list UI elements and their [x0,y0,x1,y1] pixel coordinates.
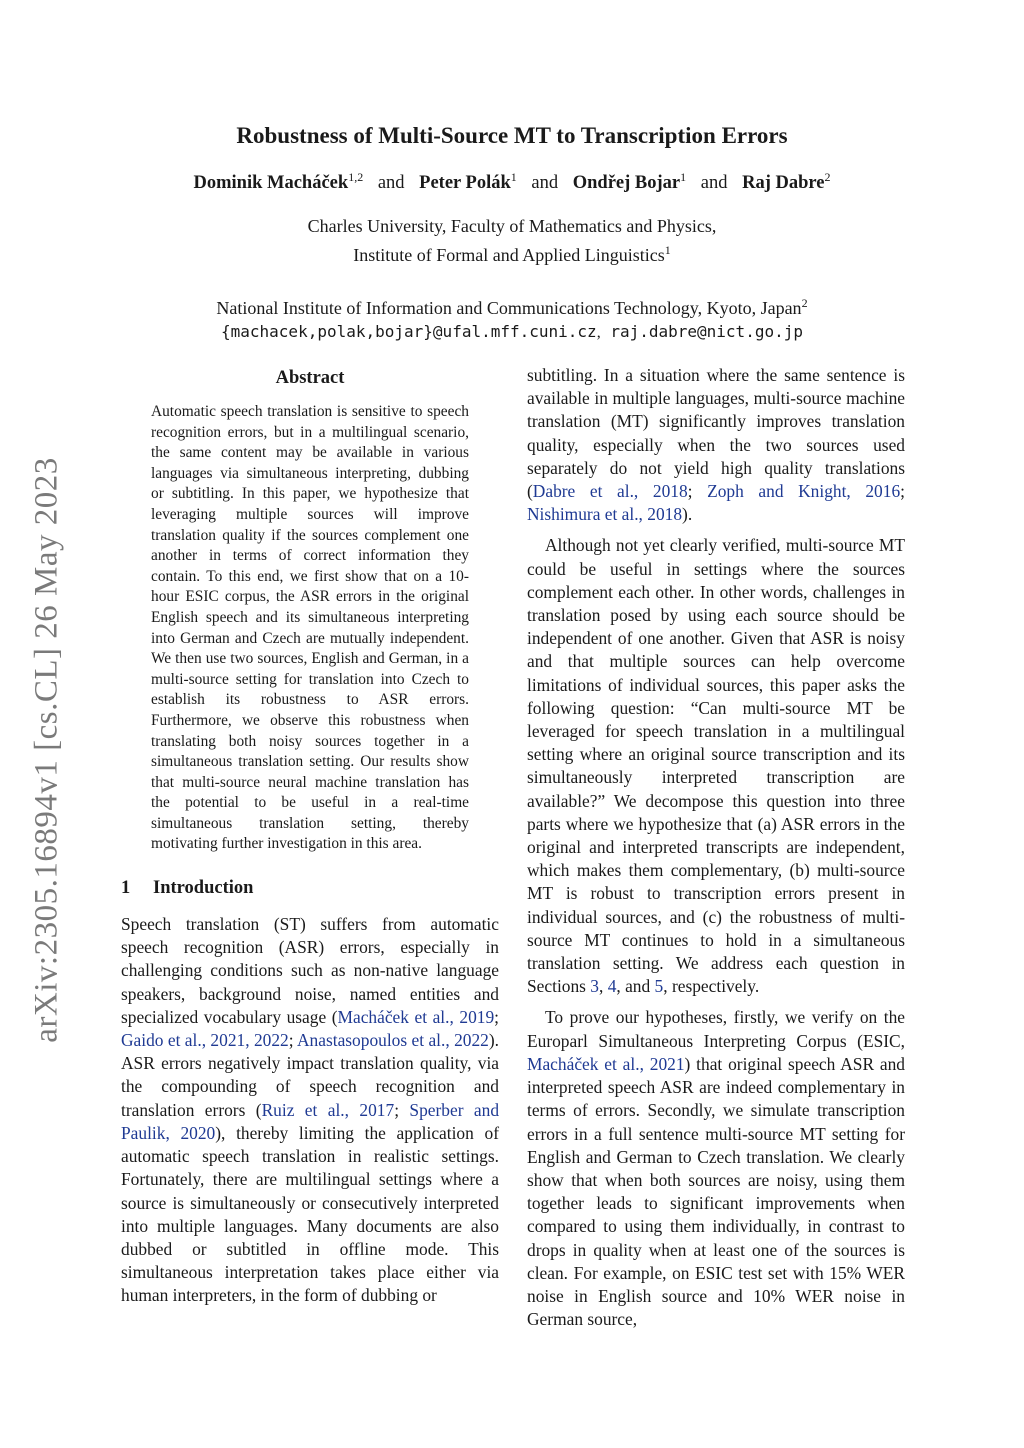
paragraph: Speech translation (ST) suffers from automatic speech recognition (ASR) errors, especially in challenging conditions such as non-native language speakers, background noise, named entities and specialized vocabulary usage (Macháček et al., 2019; Gaido et al., 2021, 2022; Anastasopoulos et al., 2022). ASR errors negatively impact translation quality, via the compounding of speech recognition and translation errors (Ruiz et al., 2017; Sperber and Paulik, 2020), thereby limiting the application of automatic speech translation in realistic settings. Fortunately, there are multilingual settings where a source is simultaneously or consecutively interpreted into multiple languages. Many documents are also dubbed or subtitled in offline mode. This simultaneous interpretation takes place either via human interpreters, in the form of dubbing or [121,914,500,1306]
author-separator: and [377,173,405,194]
author-name: Peter Polák [419,173,511,194]
citation-link[interactable]: Anastasopoulos et al., 2022 [297,1030,489,1051]
paper-title: Robustness of Multi-Source MT to Transcription Errors [236,123,788,148]
affiliation-line: Institute of Formal and Applied Linguistics$^1$ [353,243,671,266]
section-heading-introduction [121,875,499,901]
arxiv-identifier: arXiv:2305.16894v1 [cs.CL] 26 May 2023 [28,457,65,1043]
email-link[interactable]: raj.dabre@nict.go.jp [610,322,803,342]
citation-link[interactable]: Sperber and Paulik, 2020 [121,1099,500,1143]
affiliation-line: Charles University, Faculty of Mathematics and Physics, [307,216,717,237]
citation-link[interactable]: Gaido et al., 2021, 2022 [121,1030,289,1051]
arxiv-sidebar [22,440,72,1060]
author-separator: and [700,173,728,194]
citation-link[interactable]: Ruiz et al., 2017 [261,1099,395,1120]
email-addresses: {machacek,polak,bojar}@ufal.mff.cuni.cz, raj.dabre@nict.go.jp [221,322,803,342]
author-affiliation-mark: 1,2 [348,170,364,184]
abstract-text: Automatic speech translation is sensitive to speech recognition errors, but in a multilingual scenario, the same content may be available in various languages via simultaneous interpreting, dubbing or subtitling. In this paper, we hypothesize that leveraging multiple sources will improve translation quality if the sources complement one another in terms of correct information they contain. To this end, we first show that on a 10-hour ESIC corpus, the ASR errors in the original English speech and its simultaneous interpreting into German and Czech are mutually independent. We then use two sources, English and German, in a multi-source setting for translation into Czech to establish its robustness to ASR errors. Furthermore, we observe this robustness when translating both noisy sources together in a simultaneous translation setting. Our results show that multi-source neural machine translation has the potential to be useful in a real-time simultaneous translation setting, thereby motivating further investigation in this area. [151,403,469,853]
citation-link[interactable]: Zoph and Knight, 2016 [707,481,901,502]
citation-link[interactable]: Macháček et al., 2021 [527,1053,685,1074]
section-title: Introduction [153,878,254,899]
abstract-heading: Abstract [275,368,345,388]
paragraph: To prove our hypotheses, firstly, we verify on the Europarl Simultaneous Interpreting Corpus (ESIC, Macháček et al., 2021) that original speech ASR and interpreted speech ASR are indeed complementary in terms of errors. Secondly, we simulate transcription errors in a full sentence multi-source MT setting for English and German to Czech translation. We clearly show that when both sources are noisy, using them together leads to significant improvements when compared to using them individually, in contrast to drops in quality when at least one of the sources is clean. For example, on ESIC test set with 15% WER noise in English source and 10% WER noise in German source, [527,1007,905,1330]
author-list [0,164,1024,196]
author-separator: and [531,173,559,194]
section-ref-link[interactable]: 5 [654,976,664,997]
right-column [527,364,905,1331]
paper-header [0,120,1024,345]
paragraph: Although not yet clearly verified, multi-source MT could be useful in settings where the sources complement each other. In other words, challenges in translation posed by using each source should be independent of one another. Given that ASR is noisy and that multiple sources can help overcome limitations of individual sources, this paper asks the following question: “Can multi-source MT be leveraged for speech translation in a multilingual setting where an original source transcription and its simultaneously interpreted transcription are available?” We decompose this question into three parts where we hypothesize that (a) ASR errors in the original and interpreted transcripts are independent, which makes them complementary, (b) multi-source MT is robust to transcription errors present in individual sources, and (c) the robustness of multi-source MT continues to hold in a simultaneous translation setting. We address each question in Sections 3, 4, and 5, respectively. [527,535,905,997]
author-affiliation-mark: 1 [510,170,517,184]
citation-link[interactable]: Dabre et al., 2018 [532,481,688,502]
section-number: 1 [121,878,131,899]
author-affiliation-mark: 2 [824,170,831,184]
author-name: Dominik Macháček [193,173,349,194]
citation-link[interactable]: Nishimura et al., 2018 [527,504,683,525]
author-affiliation-mark: 1 [680,170,687,184]
author-name: Raj Dabre [742,173,825,194]
citation-link[interactable]: Macháček et al., 2019 [337,1006,495,1027]
affiliation-charles [0,214,1024,267]
section-ref-link[interactable]: 4 [607,976,617,997]
author-name: Ondřej Bojar [572,173,681,194]
left-column [121,364,499,1308]
email-link[interactable]: {machacek,polak,bojar}@ufal.mff.cuni.cz [221,322,597,342]
affiliation-nict: National Institute of Information and Communications Technology, Kyoto, Japan$^2$ [216,296,808,319]
section-ref-link[interactable]: 3 [590,976,599,997]
paragraph: subtitling. In a situation where the same sentence is available in multiple languages, multi-source machine translation (MT) significantly improves translation quality, especially when the two sources used separately do not yield high quality translations (Dabre et al., 2018; Zoph and Knight, 2016; Nishimura et al., 2018). [527,365,905,525]
